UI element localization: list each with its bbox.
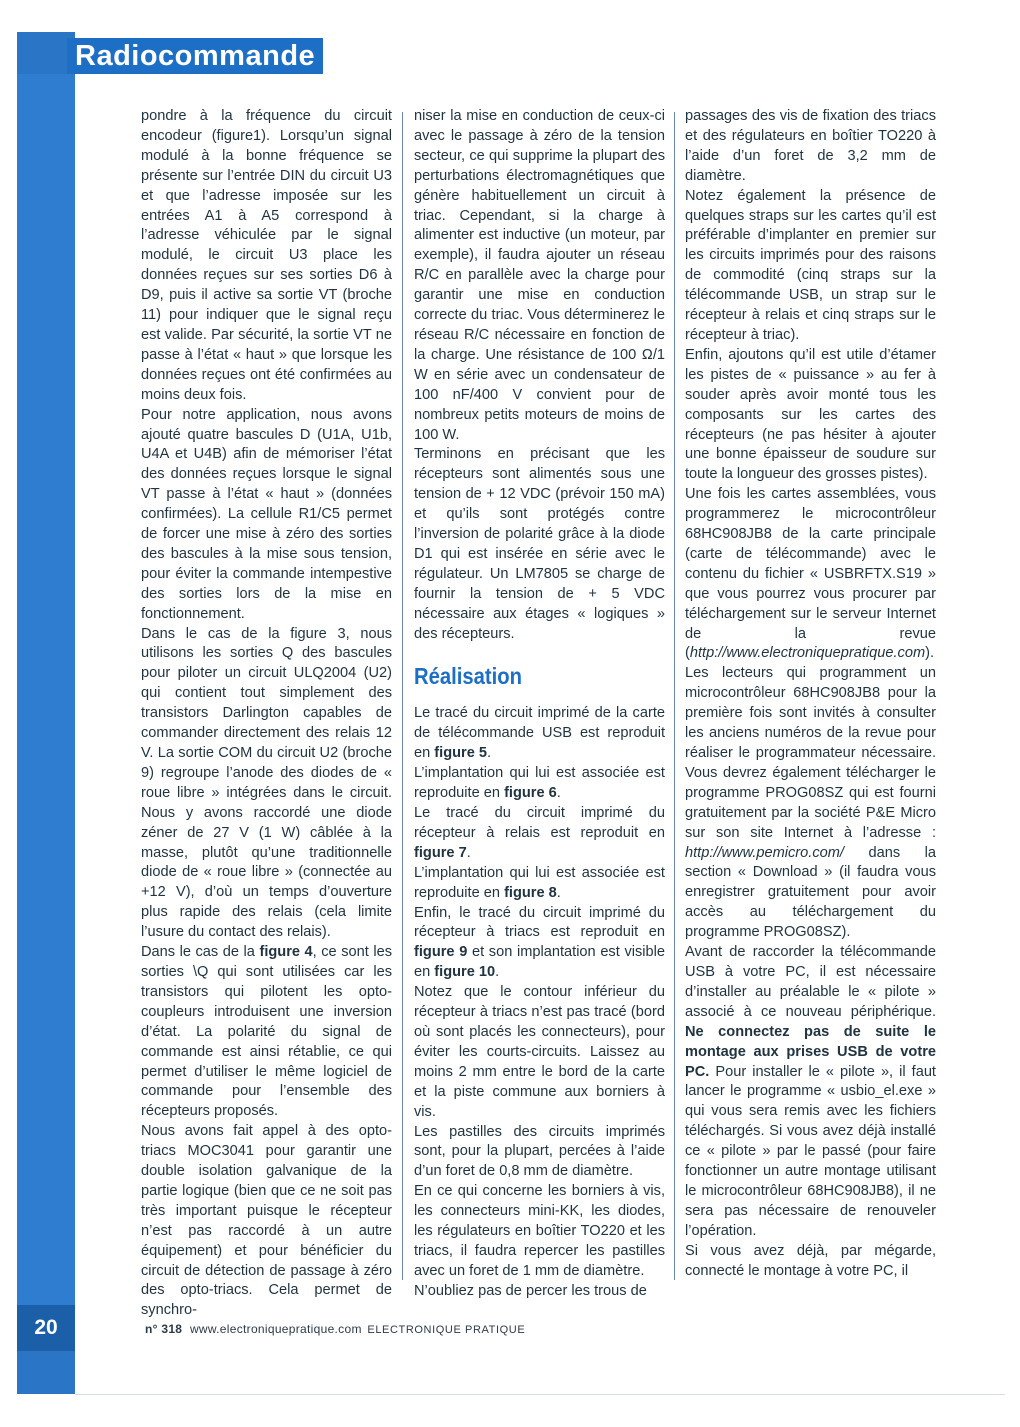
paragraph: Si vous avez déjà, par mégarde, connecté le montage à votre PC, il [685,1242,936,1279]
paragraph: N’oubliez pas de percer les trous de [414,1282,647,1299]
paragraph: Notez également la présence de quelques straps sur les cartes qu’il est préférable d’implanter en premier sur les circuits imprimés pour des raisons de commodité (cinq straps sur la télécommande USB, un strap sur le récepteur à relais et cinq straps sur le récepteur à triac). [685,187,936,343]
column-1 [141,107,392,1321]
figure-ref: figure 7 [414,844,467,861]
paragraph: Avant de raccorder la télécommande USB à votre PC, il est nécessaire d’installer au préalable le « pilote » associé à ce nouveau périphérique. Ne connectez pas de suite le montage aux prises USB de votre PC. Pour installer le « pilote », il faut lancer le programme « usbio_el.exe » qui vous sera remis avec les fichiers téléchargés. Si vous avez déjà installé ce « pilote » par le passé (pour faire fonctionner un autre montage utilisant le microcontrôleur 68HC908JB8), il ne sera pas nécessaire de renouveler l’opération. [685,944,936,1239]
figure-ref: figure 6 [504,785,557,802]
paragraph: Nous avons fait appel à des opto-triacs MOC3041 pour garantir une double isolation galvanique de la partie logique (bien que ce ne soit pas très important puisque le récepteur n’est pas raccordé à un autre équipement) et pour bénéficier du circuit de détection de passage à zéro des opto-triacs. Cela permet de synchro- [141,1123,392,1319]
paragraph: Le tracé du circuit imprimé de la carte de télécommande USB est reproduit en figure 5. [414,705,665,762]
side-bar [17,32,75,1394]
paragraph: passages des vis de fixation des triacs et des régulateurs en boîtier TO220 à l’aide d’un foret de 3,2 mm de diamètre. [685,108,936,184]
footer [145,1322,525,1336]
section-title: Radiocommande [67,38,323,74]
page-number: 20 [17,1305,75,1351]
paragraph: niser la mise en conduction de ceux-ci avec le passage à zéro de la tension secteur, ce qui supprime la plupart des perturbations électromagnétiques que génère habituellement un circuit à triac. Cependant, si la charge à alimenter est inductive (un moteur, par exemple), il faudra ajouter un réseau R/C en parallèle avec la charge pour garantir une mise en conduction correcte du triac. Vous déterminerez le réseau R/C nécessaire en fonction de la charge. Une résistance de 100 Ω/1 W en série avec un condensateur de 100 nF/400 V convient pour de nombreux petits moteurs de moins de 100 W. [414,108,665,443]
bottom-divider [75,1394,1005,1395]
paragraph: pondre à la fréquence du circuit encodeur (figure1). Lorsqu’un signal modulé à la bonne fréquence se présente sur l’entrée DIN du circuit U3 et que l’adresse imposée sur les entrées A1 à A5 correspond à l’adresse véhiculée par le signal modulé, le circuit U3 place les données reçues sur ses sorties D6 à D9, puis il active sa sortie VT (broche 11) pour indiquer que le signal reçu est valide. Par sécurité, la sortie VT ne passe à l’état « haut » que lorsque les données reçues ont été confirmées au moins deux fois. [141,108,392,403]
section-heading: Réalisation [414,663,522,690]
paragraph: Enfin, ajoutons qu’il est utile d’étamer les pistes de « puissance » au fer à souder après avoir monté tous les composants sur les cartes des récepteurs (ne pas hésiter à ajouter une bonne épaisseur de soudure sur toute la longueur des grosses pistes). [685,346,936,483]
paragraph: Dans le cas de la figure 3, nous utilisons les sorties Q des bascules pour piloter un circuit ULQ2004 (U2) qui contient tout simplement des transistors Darlington capables de commander directement des relais 12 V. La sortie COM du circuit U2 (broche 9) regroupe l’anode des diodes de « roue libre » intégrées dans le circuit. Nous y avons raccordé une diode zéner de 27 V (1 W) câblée à la masse, plutôt qu’une traditionnelle diode de « roue libre » (connectée au +12 V), d’où un temps d’ouverture plus rapide des relais (cela limite l’usure du contact des relais). [141,625,392,941]
figure-ref: figure 8 [504,884,557,901]
footer-url[interactable]: www.electroniquepratique.com [189,1322,362,1336]
url-link[interactable]: http://www.pemicro.com/ [685,844,844,861]
figure-ref: figure 9 [414,944,468,961]
column-divider [674,112,675,1280]
paragraph: Les pastilles des circuits imprimés sont, pour la plupart, percées à l’aide d’un foret de 0,8 mm de diamètre. [414,1123,665,1180]
issue-number: n° 318 [145,1322,183,1336]
figure-ref: figure 5 [434,745,488,762]
warning-text: Ne connectez pas de suite le montage aux prises USB de votre PC. [685,1023,936,1080]
figure-ref: figure 10 [434,964,496,981]
footer-brand: ELECTRONIQUE PRATIQUE [367,1324,526,1336]
paragraph: Une fois les cartes assemblées, vous programmerez le microcontrôleur 68HC908JB8 de la carte principale (carte de télécommande) avec le contenu du fichier « USBRFTX.S19 » que vous pourrez vous procurer par téléchargement sur le serveur Internet de la revue (http://www.electroniquepratique.com). Les lecteurs qui programment un microcontrôleur 68HC908JB8 pour la première fois sont invités à consulter les anciens numéros de la revue pour réaliser le programmateur nécessaire. Vous devrez également télécharger le programme PROG08SZ qui est fourni gratuitement par la société P&E Micro sur son site Internet à l’adresse : http://www.pemicro.com/ dans la section « Download » (il faudra vous enregistrer gratuitement pour avoir accès au téléchargement du programme PROG08SZ). [685,486,936,941]
paragraph: L’implantation qui lui est associée est reproduite en figure 8. [414,864,665,901]
paragraph: L’implantation qui lui est associée est reproduite en figure 6. [414,765,665,802]
paragraph: Dans le cas de la figure 4, ce sont les sorties \Q qui sont utilisées car les transistors qui pilotent les opto-coupleurs introduisent une inversion d’état. La polarité du signal de commande est ainsi rétablie, ce qui permet d’utiliser le même logiciel de commande pour l’ensemble des récepteurs proposés. [141,944,392,1120]
column-3 [685,107,936,1281]
paragraph: Le tracé du circuit imprimé du récepteur à relais est reproduit en figure 7. [414,805,665,861]
paragraph: Terminons en précisant que les récepteurs sont alimentés sous une tension de + 12 VDC (prévoir 150 mA) et qu’ils sont protégés contre l’inversion de polarité grâce à la diode D1 qui est insérée en série avec le régulateur. Un LM7805 se charge de fournir la tension de + 5 VDC nécessaire aux étages « logiques » des récepteurs. [414,446,665,642]
paragraph: Enfin, le tracé du circuit imprimé du récepteur à triacs est reproduit en figure 9 et son implantation est visible en figure 10. [414,904,665,981]
url-link[interactable]: http://www.electroniquepratique.com [689,645,926,662]
paragraph: Notez que le contour inférieur du récepteur à triacs n’est pas tracé (bord où sont placés les connecteurs), pour éviter les courts-circuits. Laissez au moins 2 mm entre le bord de la carte et la piste commune aux borniers à vis. [414,984,665,1120]
paragraph: Pour notre application, nous avons ajouté quatre bascules D (U1A, U1b, U4A et U4B) afin de mémoriser l’état des données reçues lorsque le signal VT passe à l’état « haut » (données confirmées). La cellule R1/C5 permet de forcer une mise à zéro des sorties des bascules à la mise sous tension, pour éviter la commande intempestive des sorties lors de la mise en fonctionnement. [141,406,392,622]
figure-ref: figure 4 [259,944,313,961]
column-2 [414,107,665,1302]
side-bar-band [17,74,75,1346]
column-divider [402,112,403,1280]
paragraph: En ce qui concerne les borniers à vis, les connecteurs mini-KK, les diodes, les régulateurs en boîtier TO220 et les triacs, il faudra repercer les pastilles avec un foret de 1 mm de diamètre. [414,1183,665,1279]
